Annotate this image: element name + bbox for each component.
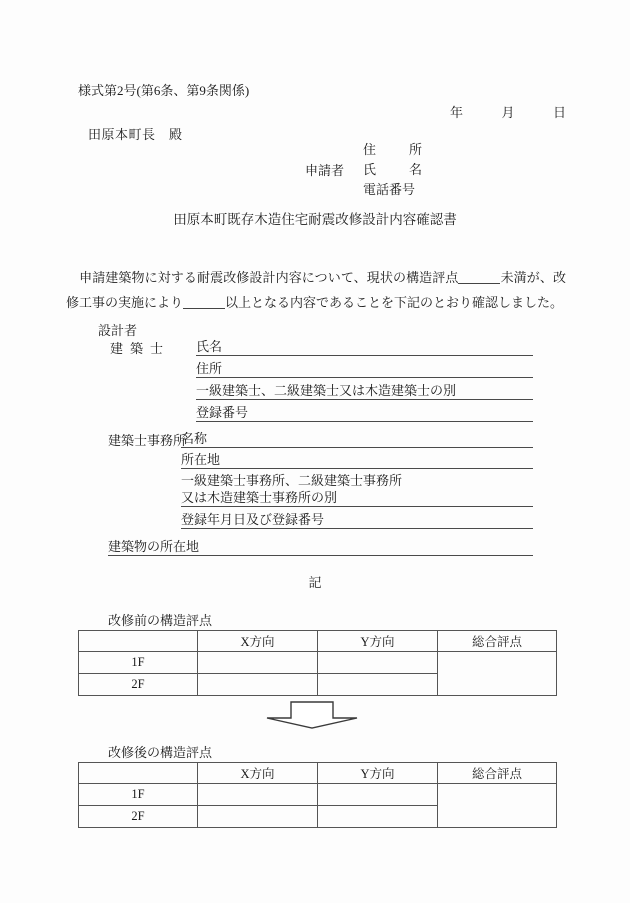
- applicant-address-label: 住 所: [363, 142, 433, 157]
- table-row: [79, 784, 557, 806]
- office-label: 建築士事務所: [108, 433, 187, 448]
- header-cell-blank: [79, 631, 198, 652]
- building-location-row[interactable]: [108, 537, 533, 556]
- designer-heading: 設計者: [98, 323, 138, 338]
- row-label-2f: 2F: [79, 674, 198, 696]
- architect-address-label: 住所: [196, 361, 223, 376]
- page-title: 田原本町既存木造住宅耐震改修設計内容確認書: [173, 212, 457, 227]
- cell-total-score[interactable]: [438, 652, 557, 696]
- form-number: 様式第2号(第6条、第9条関係): [78, 83, 250, 98]
- office-class-row-line2[interactable]: [181, 488, 533, 507]
- row-label-2f: 2F: [79, 806, 198, 828]
- cell-total-score[interactable]: [438, 784, 557, 828]
- applicant-block: [305, 140, 432, 200]
- kiji-marker: 記: [308, 575, 322, 590]
- architect-name-label: 氏名: [196, 339, 223, 354]
- table-row: [79, 652, 557, 674]
- office-registration-row[interactable]: [181, 510, 533, 529]
- cell-1f-x[interactable]: [198, 652, 318, 674]
- before-retrofit-caption: 改修前の構造評点: [108, 613, 213, 628]
- applicant-phone-label: 電話番号: [363, 182, 416, 197]
- year-label: 年: [450, 105, 464, 120]
- architect-registration-row[interactable]: [196, 403, 533, 422]
- header-cell-total: 総合評点: [438, 763, 557, 784]
- architect-address-row[interactable]: [196, 359, 533, 378]
- day-label: 日: [553, 105, 567, 120]
- office-name-label: 名称: [181, 431, 208, 446]
- office-class-label-line2: 又は木造建築士事務所の別: [181, 490, 338, 505]
- table-header-row: [79, 631, 557, 652]
- cell-1f-x[interactable]: [198, 784, 318, 806]
- office-class-label-line1: 一級建築士事務所、二級建築士事務所: [181, 473, 403, 488]
- cell-1f-y[interactable]: [318, 652, 438, 674]
- after-retrofit-table: [78, 762, 557, 828]
- architect-class-row[interactable]: [196, 381, 533, 400]
- header-cell-blank: [79, 763, 198, 784]
- architect-label: 建築士: [110, 341, 171, 356]
- target-score-blank[interactable]: [183, 294, 225, 309]
- architect-class-label: 一級建築士、二級建築士又は木造建築士の別: [196, 383, 457, 398]
- office-name-row[interactable]: [181, 429, 533, 448]
- building-location-label: 建築物の所在地: [108, 539, 200, 554]
- month-label: 月: [501, 105, 515, 120]
- cell-1f-y[interactable]: [318, 784, 438, 806]
- before-retrofit-table: [78, 630, 557, 696]
- office-location-row[interactable]: [181, 450, 533, 469]
- header-cell-x: X方向: [198, 631, 318, 652]
- cell-2f-x[interactable]: [198, 806, 318, 828]
- header-cell-y: Y方向: [318, 763, 438, 784]
- body-text-part2: 未満が、改修工事の実施により: [66, 270, 566, 310]
- addressee: 田原本町長 殿: [88, 127, 183, 142]
- office-location-label: 所在地: [181, 452, 221, 467]
- header-cell-y: Y方向: [318, 631, 438, 652]
- header-cell-total: 総合評点: [438, 631, 557, 652]
- current-score-blank[interactable]: [458, 269, 500, 284]
- cell-2f-x[interactable]: [198, 674, 318, 696]
- office-class-row-line1: [181, 472, 402, 489]
- body-text-part1: 申請建築物に対する耐震改修設計内容について、現状の構造評点: [66, 270, 459, 285]
- applicant-name-label: 氏 名: [363, 162, 433, 177]
- applicant-label: 申請者: [305, 163, 345, 178]
- architect-registration-label: 登録番号: [196, 405, 249, 420]
- header-cell-x: X方向: [198, 763, 318, 784]
- date-line: [450, 102, 566, 121]
- cell-2f-y[interactable]: [318, 674, 438, 696]
- body-paragraph: [66, 265, 566, 315]
- down-arrow: [266, 701, 358, 729]
- cell-2f-y[interactable]: [318, 806, 438, 828]
- office-registration-label: 登録年月日及び登録番号: [181, 512, 325, 527]
- row-label-1f: 1F: [79, 784, 198, 806]
- table-header-row: [79, 763, 557, 784]
- body-text-part3: 以上となる内容であることを下記のとおり確認しました。: [225, 295, 564, 310]
- row-label-1f: 1F: [79, 652, 198, 674]
- after-retrofit-caption: 改修後の構造評点: [108, 745, 213, 760]
- architect-name-row[interactable]: [196, 337, 533, 356]
